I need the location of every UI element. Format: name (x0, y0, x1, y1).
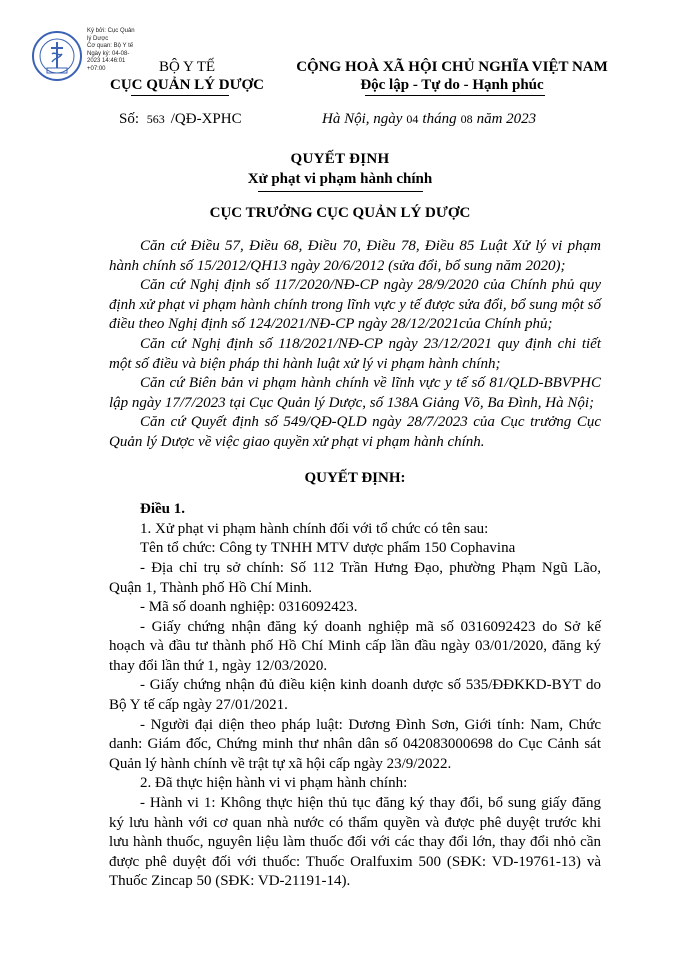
nation-name: CỘNG HOÀ XÃ HỘI CHỦ NGHĨA VIỆT NAM (296, 59, 608, 75)
date-day: 04 (406, 112, 419, 126)
motto-underline (365, 95, 545, 96)
date-part: Hà Nội, ngày (322, 111, 403, 127)
preamble-item: Căn cứ Nghị định số 118/2021/NĐ-CP ngày 23/12/2021 quy định chi tiết một số điều và biện pháp thi hành luật xử lý vi phạm hành chính; (109, 335, 601, 372)
article-heading: Điều 1. (140, 501, 185, 518)
issuing-authority: CỤC TRƯỞNG CỤC QUẢN LÝ DƯỢC (209, 205, 471, 221)
article-paragraph: - Giấy chứng nhận đủ điều kiện kinh doanh dược số 535/ĐĐKKD-BYT do Bộ Y tế cấp ngày 27/01/2021. (109, 677, 601, 714)
department-name: CỤC QUẢN LÝ DƯỢC (109, 77, 265, 93)
date-part: tháng (422, 111, 457, 127)
signature-line: +07:00 (87, 65, 106, 72)
article-paragraph: 2. Đã thực hiện hành vi vi phạm hành chính: (140, 775, 408, 792)
article-paragraph: - Giấy chứng nhận đăng ký doanh nghiệp mã số 0316092423 do Sở kế hoạch và đầu tư thành phố Hồ Chí Minh cấp lần đầu ngày 03/01/2020, đăng ký thay đổi lần thứ 1, ngày 12/03/2020. (109, 618, 601, 674)
preamble-item: Căn cứ Quyết định số 549/QĐ-QLD ngày 28/7/2023 của Cục trưởng Cục Quản lý Dược về việc giao quyền xử phạt vi phạm hành chính. (109, 414, 601, 450)
signature-line: Ký bởi: Cục Quản (87, 28, 135, 34)
agency-underline (131, 95, 229, 96)
issuing-agency (92, 58, 282, 94)
date-month: 08 (460, 112, 473, 126)
article-paragraph: Tên tổ chức: Công ty TNHH MTV dược phẩm 150 Cophavina (140, 540, 516, 557)
national-motto: Độc lập - Tự do - Hạnh phúc (360, 77, 544, 93)
document-subject: Xử phạt vi phạm hành chính (247, 171, 433, 187)
national-header (276, 58, 628, 94)
date-part: năm 2023 (476, 111, 537, 127)
document-body (109, 237, 601, 892)
article-paragraph: - Hành vi 1: Không thực hiện thủ tục đăng ký thay đổi, bổ sung giấy đăng ký lưu hành với cơ quan nhà nước có thẩm quyền và được phê duyệt trước khi lưu hành thuốc, nguyên liệu làm thuốc đối với các thay đổi lớn, thay đổi nhỏ cần được phê duyệt đối với thuốc: Thuốc Oralfuxim 500 (SĐK: VD-19761-13) và Thuốc Zincap 50 (SĐK: VD-21191-14). (109, 795, 601, 890)
preamble-item: Căn cứ Biên bản vi phạm hành chính về lĩnh vực y tế số 81/QLD-BBVPHC lập ngày 17/7/2023 tại Cục Quản lý Dược, số 138A Giảng Võ, Ba Đình, Hà Nội; (109, 375, 601, 411)
signature-line: lý Dược (87, 35, 109, 42)
signature-line: Ngày ký: 04-08- (87, 50, 130, 57)
subject-underline (258, 191, 423, 192)
article-paragraph: 1. Xử phạt vi phạm hành chính đối với tổ chức có tên sau: (140, 520, 489, 537)
document-number (119, 111, 242, 128)
doc-number-prefix: Số: (119, 111, 140, 127)
preamble-item: Căn cứ Nghị định số 117/2020/NĐ-CP ngày 28/9/2020 của Chính phủ quy định xử phạt vi phạm hành chính trong lĩnh vực y tế được sửa đổi, bổ sung một số điều theo Nghị định số 124/2021/NĐ-CP ngày 28/12/2021của Chính phủ; (109, 277, 601, 333)
preamble-item: Căn cứ Điều 57, Điều 68, Điều 70, Điều 78, Điều 85 Luật Xử lý vi phạm hành chính số 15/2012/QH13 ngày 20/6/2012 (sửa đổi, bổ sung năm 2020); (109, 238, 601, 274)
decision-heading: QUYẾT ĐỊNH: (304, 469, 406, 486)
ministry-seal-icon (31, 30, 83, 82)
doc-number-suffix: /QĐ-XPHC (170, 111, 242, 127)
article-paragraph: - Mã số doanh nghiệp: 0316092423. (140, 599, 358, 616)
article-paragraph: - Người đại diện theo pháp luật: Dương Đình Sơn, Giới tính: Nam, Chức danh: Giám đốc, Chứng minh thư nhân dân số 042083000698 do Cục Cảnh sát Quản lý hành chính về trật tự xã hội cấp ngày 23/9/2022. (109, 716, 601, 772)
signature-line: Cơ quan: Bộ Y tế (87, 43, 134, 50)
doc-number-value: 563 (146, 112, 165, 126)
document-type: QUYẾT ĐỊNH (290, 151, 390, 167)
issue-date (322, 111, 536, 128)
article-paragraph: - Địa chỉ trụ sở chính: Số 112 Trần Hưng Đạo, phường Phạm Ngũ Lão, Quận 1, Thành phố Hồ Chí Minh. (109, 559, 601, 596)
signature-line: 2023 14:46:01 (87, 58, 126, 65)
ministry-name: BỘ Y TẾ (158, 59, 216, 75)
